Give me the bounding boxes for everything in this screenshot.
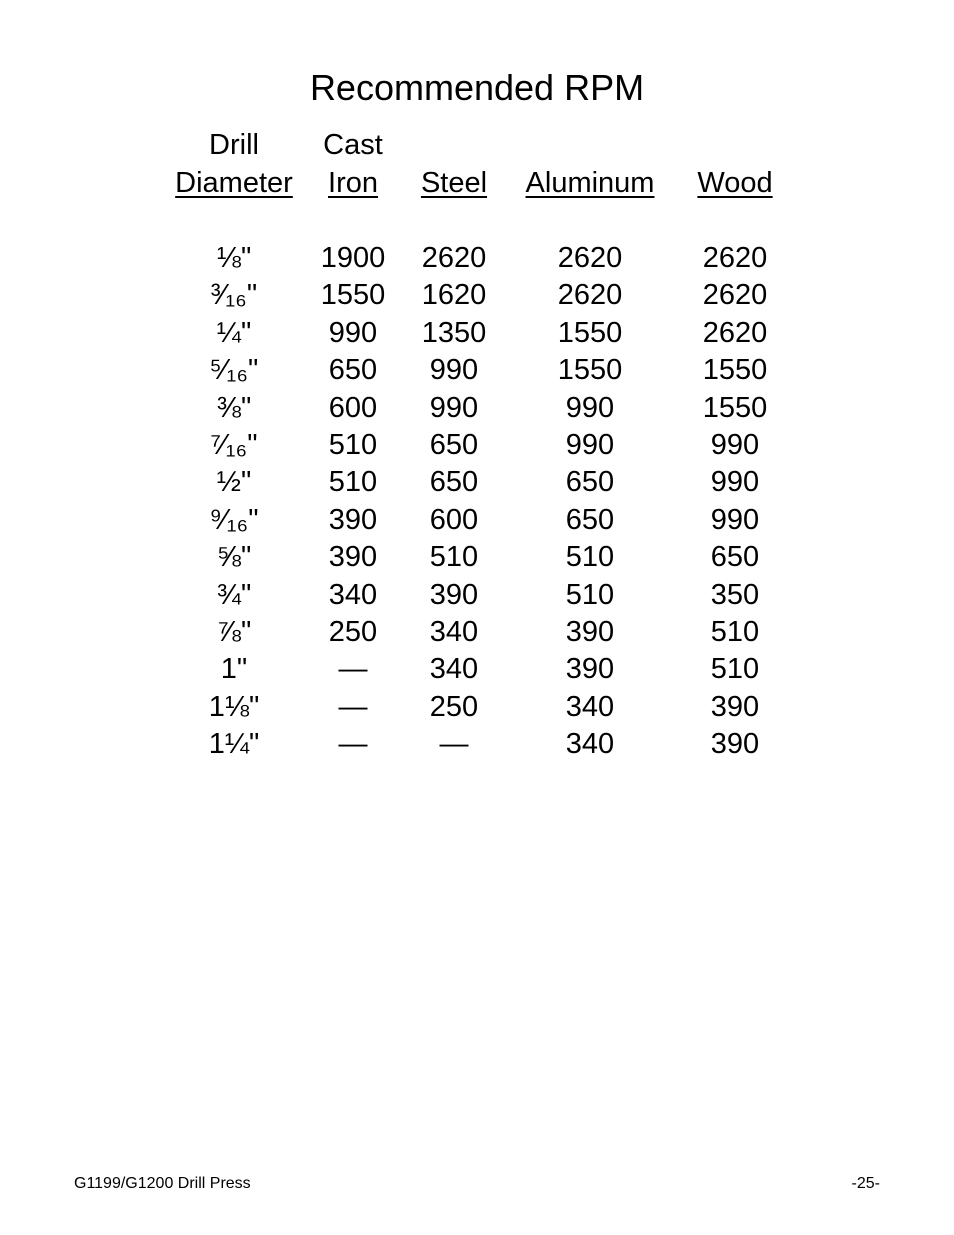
table-cell-cast-iron: — [338,653,368,686]
table-cell-cast-iron: — [338,690,368,723]
table-cell-steel: 510 [429,541,479,574]
table-cell-aluminum: 340 [565,728,615,761]
table-cell-diameter: ⁷⁄₁₆" [210,429,258,461]
table-cell-steel: 990 [429,391,479,424]
table-cell-steel: 1350 [421,316,487,349]
table-cell-cast-iron: 510 [328,466,378,499]
table-cell-diameter: ½" [216,466,252,499]
table-cell-wood: 2620 [702,279,768,312]
table-cell-cast-iron: 390 [328,503,378,536]
table-cell-steel: 390 [429,578,479,611]
table-cell-wood: 990 [710,503,760,536]
table-cell-diameter: ⅜" [216,391,252,424]
table-cell-wood: 390 [710,690,760,723]
footer-product: G1199/G1200 Drill Press [74,1175,251,1192]
table-cell-diameter: 1⅛" [208,690,260,723]
table-cell-diameter: ⅛" [216,242,252,274]
table-cell-steel: 990 [429,354,479,387]
table-cell-diameter: ³⁄₁₆" [210,279,258,312]
table-cell-steel: 1620 [421,279,487,312]
rpm-table [0,125,954,775]
table-cell-wood: 1550 [702,354,768,387]
header-diameter: Diameter [175,167,293,199]
table-cell-diameter: ¼" [216,316,252,349]
header-wood: Wood [697,167,773,199]
table-cell-diameter: ⁹⁄₁₆" [209,503,259,536]
header-drill: Drill [209,129,259,161]
table-cell-diameter: ⅞" [216,616,252,648]
table-cell-cast-iron: 390 [328,541,378,574]
table-cell-wood: 990 [710,429,760,461]
table-cell-wood: 1550 [702,391,768,424]
table-cell-aluminum: 1550 [557,354,623,387]
table-cell-cast-iron: 340 [328,578,378,611]
table-cell-aluminum: 650 [565,466,615,499]
table-cell-aluminum: 2620 [557,279,623,312]
table-cell-aluminum: 650 [565,503,615,536]
table-cell-cast-iron: 1900 [320,242,386,274]
table-cell-aluminum: 990 [565,429,615,461]
table-cell-cast-iron: 990 [328,316,378,349]
table-cell-steel: 2620 [421,242,487,274]
header-aluminum: Aluminum [525,167,655,199]
table-cell-diameter: ⅝" [216,541,252,574]
table-cell-cast-iron: 1550 [320,279,386,312]
header-cast: Cast [323,129,383,161]
table-cell-steel: 340 [429,653,479,686]
table-cell-aluminum: 2620 [557,242,623,274]
table-cell-diameter: 1" [220,653,248,686]
table-cell-aluminum: 510 [565,541,615,574]
table-cell-aluminum: 340 [565,690,615,723]
table-cell-aluminum: 990 [565,391,615,424]
table-cell-aluminum: 510 [565,578,615,611]
page-title: Recommended RPM [309,67,645,108]
table-cell-wood: 2620 [702,316,768,349]
table-cell-steel: 600 [429,503,479,536]
table-cell-steel: — [439,728,469,761]
table-cell-wood: 650 [710,541,760,574]
table-cell-cast-iron: — [338,728,368,761]
header-steel: Steel [420,167,488,199]
table-cell-wood: 2620 [702,242,768,274]
table-cell-steel: 340 [429,616,479,648]
footer-page-number: -25- [851,1175,880,1192]
table-cell-diameter: 1¼" [208,728,260,761]
table-cell-wood: 350 [710,578,760,611]
table-cell-steel: 650 [429,466,479,499]
table-cell-wood: 990 [710,466,760,499]
table-cell-wood: 510 [710,653,760,686]
table-cell-aluminum: 390 [565,616,615,648]
table-cell-aluminum: 1550 [557,316,623,349]
header-iron: Iron [328,167,378,199]
table-cell-diameter: ¾" [216,578,252,611]
table-cell-steel: 250 [429,690,479,723]
table-cell-wood: 510 [710,616,760,648]
table-cell-cast-iron: 600 [328,391,378,424]
table-cell-cast-iron: 650 [328,354,378,387]
table-cell-aluminum: 390 [565,653,615,686]
table-cell-steel: 650 [429,429,479,461]
table-cell-diameter: ⁵⁄₁₆" [209,354,259,387]
table-cell-wood: 390 [710,728,760,761]
table-cell-cast-iron: 250 [328,616,378,648]
table-cell-cast-iron: 510 [328,429,378,461]
